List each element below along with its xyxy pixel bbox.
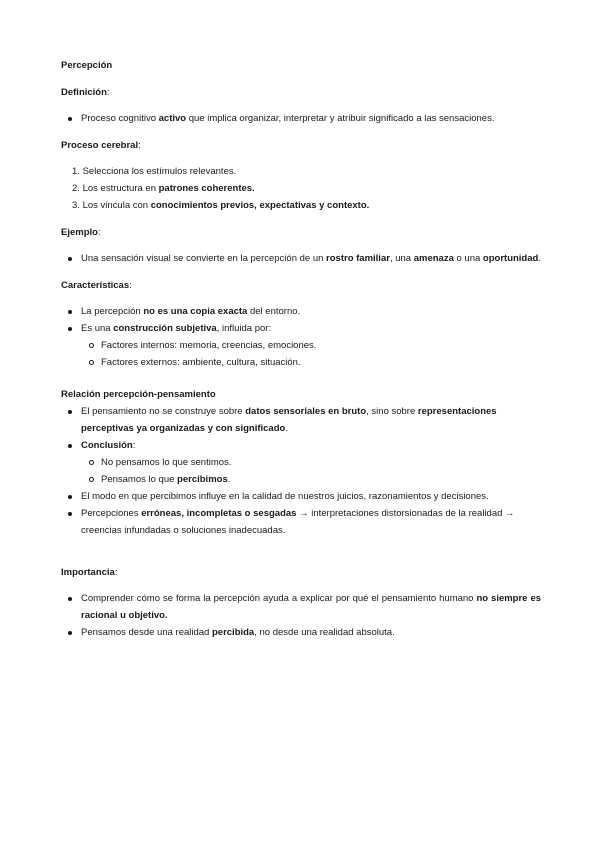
caracteristicas-heading: Características — [61, 279, 130, 291]
relacion-heading: Relación percepción-pensamiento — [61, 389, 216, 400]
caracteristicas-list — [61, 303, 541, 371]
list-item: El pensamiento no se construye sobre datos sensoriales en bruto, sino sobre representaciones perceptivas ya organizadas y con significado. — [81, 403, 541, 437]
definicion-list — [61, 110, 541, 127]
factores-sublist — [81, 337, 541, 371]
sublist-item: Factores internos: memoria, creencias, emociones. — [101, 337, 541, 354]
list-item: Pensamos desde una realidad percibida, no desde una realidad absoluta. — [81, 624, 541, 641]
importancia-heading: Importancia — [61, 566, 115, 578]
list-item: 2. Los estructura en patrones coherentes. — [72, 183, 255, 194]
list-item: 1. Selecciona los estímulos relevantes. — [72, 166, 237, 177]
relacion-list — [61, 403, 541, 539]
definicion-heading: Definición — [61, 86, 107, 98]
importancia-list — [61, 590, 541, 641]
proceso-heading: Proceso cerebral — [61, 139, 139, 151]
caracteristicas-heading-line: Características: — [61, 279, 132, 291]
conclusion-label: Conclusión — [81, 440, 133, 451]
document-title: Percepción — [61, 60, 113, 71]
list-item: Proceso cognitivo activo que implica organizar, interpretar y atribuir significado a las sensaciones. — [81, 110, 541, 127]
list-item: La percepción no es una copia exacta del entorno. — [81, 303, 541, 320]
definicion-heading-line: Definición: — [61, 86, 110, 98]
list-item: Comprender cómo se forma la percepción ayuda a explicar por qué el pensamiento humano no siempre es racional u objetivo. — [81, 590, 541, 624]
proceso-heading-line: Proceso cerebral: — [61, 139, 141, 151]
sublist-item: Pensamos lo que percibimos. — [101, 471, 541, 488]
list-item: El modo en que percibimos influye en la calidad de nuestros juicios, razonamientos y decisiones. — [81, 488, 541, 505]
ejemplo-list — [61, 250, 541, 267]
list-item: 3. Los vincula con conocimientos previos, expectativas y contexto. — [72, 200, 370, 211]
ejemplo-heading: Ejemplo — [61, 226, 98, 238]
conclusion-sublist — [81, 454, 541, 488]
importancia-heading-line: Importancia: — [61, 566, 118, 578]
sublist-item: Factores externos: ambiente, cultura, situación. — [101, 354, 541, 371]
list-item: Una sensación visual se convierte en la percepción de un rostro familiar, una amenaza o una oportunidad. — [81, 250, 541, 267]
sublist-item: No pensamos lo que sentimos. — [101, 454, 541, 471]
list-item: Conclusión: No pensamos lo que sentimos. Pensamos lo que percibimos. — [81, 437, 541, 488]
ejemplo-heading-line: Ejemplo: — [61, 226, 101, 238]
list-item: Es una construcción subjetiva, influida por: Factores internos: memoria, creencias, emociones. Factores externos: ambiente, cultura, situación. — [81, 320, 541, 371]
notes-content — [61, 57, 541, 641]
list-item: Percepciones erróneas, incompletas o sesgadas → interpretaciones distorsionadas de la realidad → creencias infundadas o soluciones inadecuadas. — [81, 505, 541, 539]
proceso-list — [61, 163, 541, 214]
